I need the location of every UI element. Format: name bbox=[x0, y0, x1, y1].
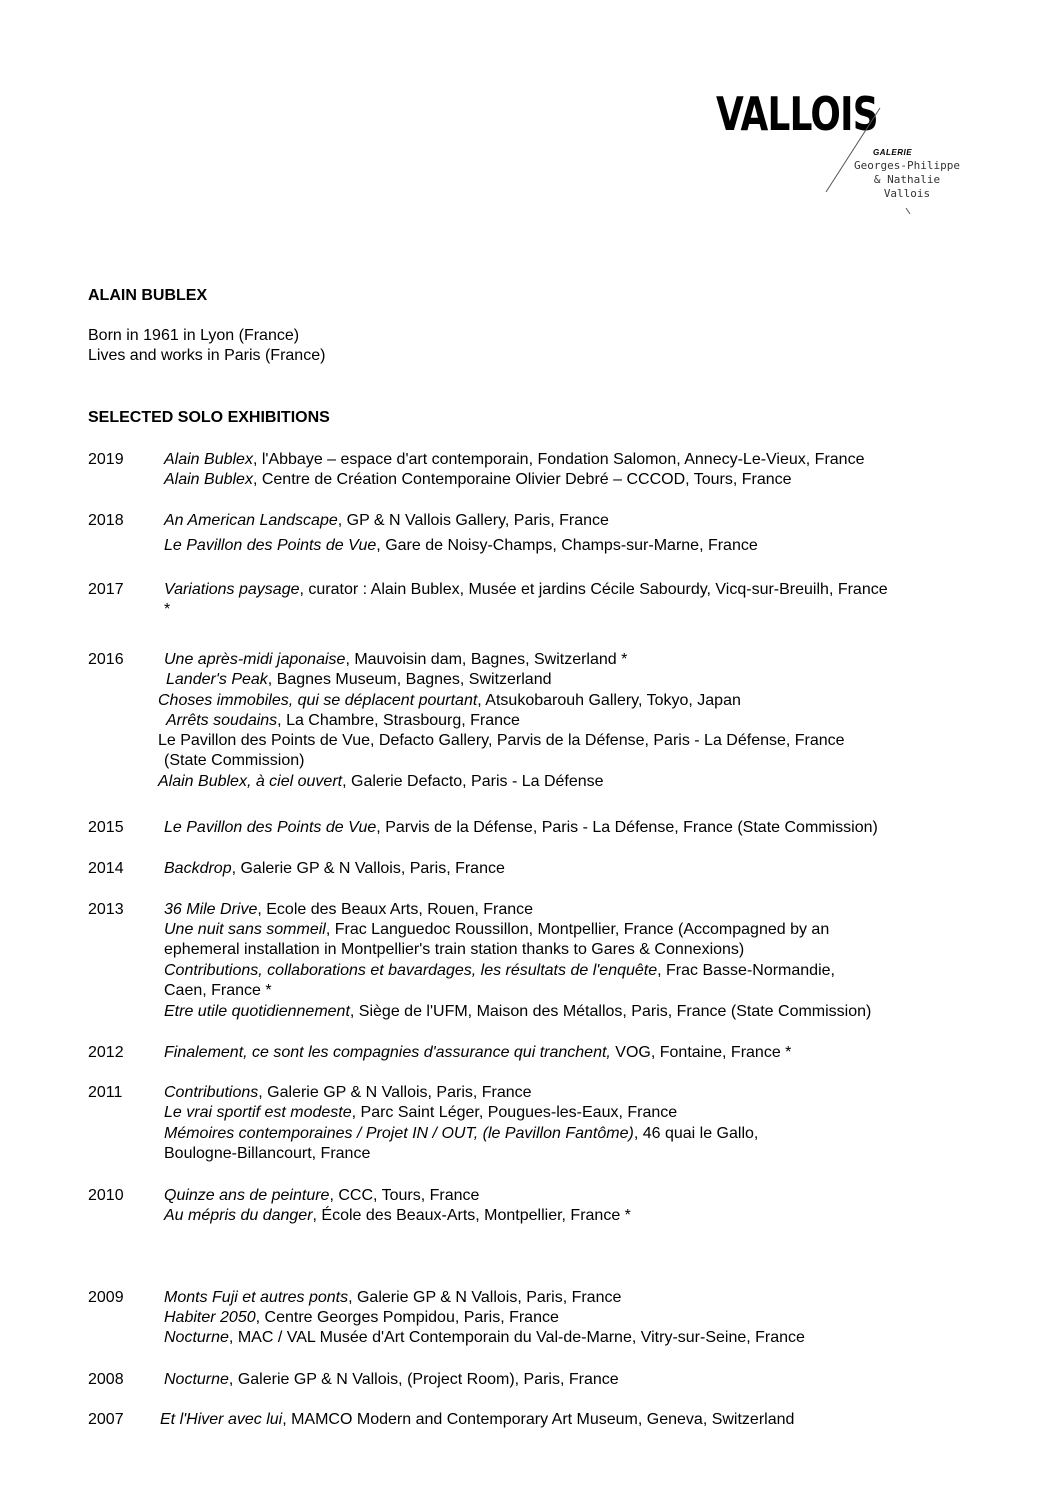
exhibition-details: , Centre Georges Pompidou, Paris, France bbox=[255, 1309, 559, 1326]
exhibition-details: ephemeral installation in Montpellier's train station thanks to Gares & Connexions) bbox=[164, 941, 745, 958]
bio-residence: Lives and works in Paris (France) bbox=[88, 347, 326, 364]
exhibition-title: Lander's Peak bbox=[166, 671, 268, 688]
exhibition-entry bbox=[166, 670, 552, 691]
exhibition-title: Alain Bublex bbox=[164, 451, 253, 468]
exhibition-entry bbox=[164, 1186, 479, 1207]
exhibition-entry bbox=[164, 1083, 532, 1104]
exhibition-entry bbox=[164, 1144, 370, 1165]
exhibition-title: Nocturne bbox=[164, 1371, 229, 1388]
exhibition-entry bbox=[158, 772, 604, 793]
exhibition-details: , GP & N Vallois Gallery, Paris, France bbox=[337, 512, 609, 529]
exhibition-details: VOG, Fontaine, France * bbox=[610, 1044, 792, 1061]
exhibition-details: , curator : Alain Bublex, Musée et jardins Cécile Sabourdy, Vicq-sur-Breuilh, France bbox=[299, 581, 888, 598]
exhibition-details: , MAMCO Modern and Contemporary Art Museum, Geneva, Switzerland bbox=[282, 1411, 795, 1428]
exhibition-entry bbox=[164, 1370, 619, 1391]
exhibition-title: Backdrop bbox=[164, 860, 232, 877]
exhibition-entry bbox=[164, 1288, 621, 1309]
exhibition-year: 2017 bbox=[88, 581, 124, 598]
exhibition-details: (State Commission) bbox=[164, 752, 305, 769]
exhibition-entry bbox=[164, 859, 505, 880]
artist-bio bbox=[88, 326, 325, 366]
exhibition-year: 2015 bbox=[88, 819, 124, 836]
exhibition-entry bbox=[164, 450, 864, 471]
exhibition-details: , Ecole des Beaux Arts, Rouen, France bbox=[257, 901, 534, 918]
exhibition-title: Au mépris du danger bbox=[164, 1207, 313, 1224]
exhibition-details: , l'Abbaye – espace d'art contemporain, Fondation Salomon, Annecy-Le-Vieux, France bbox=[252, 451, 865, 468]
exhibition-entry bbox=[164, 511, 609, 532]
exhibition-title: 36 Mile Drive bbox=[164, 901, 258, 918]
exhibition-details: , Frac Languedoc Roussillon, Montpellier, France (Accompagned by an bbox=[325, 921, 830, 938]
logo-name-line: Vallois bbox=[883, 187, 931, 200]
logo-name-line: & Nathalie bbox=[873, 173, 941, 186]
exhibition-details: , École des Beaux-Arts, Montpellier, France * bbox=[312, 1207, 631, 1224]
exhibition-title: Une nuit sans sommeil bbox=[164, 921, 326, 938]
logo-name-line: Georges-Philippe bbox=[854, 159, 960, 172]
exhibition-entry bbox=[158, 731, 845, 752]
exhibition-entry bbox=[164, 920, 829, 941]
exhibition-year: 2008 bbox=[88, 1371, 124, 1388]
exhibition-title: Variations paysage bbox=[164, 581, 300, 598]
exhibition-details: , Galerie GP & N Vallois, Paris, France bbox=[231, 860, 505, 877]
exhibition-details: * bbox=[164, 601, 171, 618]
exhibition-entry bbox=[164, 1308, 559, 1329]
exhibition-entry bbox=[164, 1002, 871, 1023]
exhibition-details: , Centre de Création Contemporaine Olivier Debré – CCCOD, Tours, France bbox=[252, 471, 792, 488]
exhibition-details: Caen, France * bbox=[164, 982, 272, 999]
exhibition-year: 2019 bbox=[88, 451, 124, 468]
exhibition-entry bbox=[160, 1410, 794, 1431]
exhibition-entry bbox=[164, 940, 744, 961]
exhibition-title: An American Landscape bbox=[164, 512, 338, 529]
exhibition-year: 2013 bbox=[88, 901, 124, 918]
exhibition-entry bbox=[164, 1103, 677, 1124]
exhibition-entry bbox=[164, 470, 792, 491]
exhibition-details: , MAC / VAL Musée d'Art Contemporain du Val-de-Marne, Vitry-sur-Seine, France bbox=[228, 1329, 805, 1346]
exhibition-year: 2012 bbox=[88, 1044, 124, 1061]
exhibition-title: Finalement, ce sont les compagnies d'assurance qui tranchent, bbox=[164, 1044, 611, 1061]
exhibition-details: , 46 quai le Gallo, bbox=[633, 1125, 759, 1142]
exhibition-title: Une après-midi japonaise bbox=[164, 651, 346, 668]
exhibition-entry bbox=[164, 580, 888, 601]
exhibition-details: Le Pavillon des Points de Vue, Defacto Gallery, Parvis de la Défense, Paris - La Défense, France bbox=[158, 732, 845, 749]
exhibition-title: Etre utile quotidiennement bbox=[164, 1003, 350, 1020]
exhibition-details: , Galerie GP & N Vallois, Paris, France bbox=[348, 1289, 622, 1306]
exhibition-entry bbox=[164, 818, 878, 839]
exhibition-year: 2016 bbox=[88, 651, 124, 668]
exhibition-title: Et l'Hiver avec lui bbox=[160, 1411, 283, 1428]
exhibition-details: , Siège de l'UFM, Maison des Métallos, Paris, France (State Commission) bbox=[349, 1003, 872, 1020]
exhibition-details: , Frac Basse-Normandie, bbox=[657, 962, 835, 979]
exhibition-entry bbox=[164, 650, 627, 671]
bio-birth: Born in 1961 in Lyon (France) bbox=[88, 327, 300, 344]
exhibition-details: , La Chambre, Strasbourg, France bbox=[277, 712, 520, 729]
logo-galerie-label: GALERIE bbox=[873, 148, 913, 157]
exhibition-title: Le vrai sportif est modeste bbox=[164, 1104, 352, 1121]
exhibition-entry bbox=[164, 981, 272, 1002]
exhibition-entry bbox=[164, 1328, 805, 1349]
exhibition-details: , Parc Saint Léger, Pougues-les-Eaux, France bbox=[351, 1104, 678, 1121]
exhibition-title: Le Pavillon des Points de Vue bbox=[164, 537, 377, 554]
exhibition-entry bbox=[166, 711, 520, 732]
exhibition-title: Contributions bbox=[164, 1084, 259, 1101]
exhibition-details: , Atsukobarouh Gallery, Tokyo, Japan bbox=[477, 692, 741, 709]
exhibition-title: Monts Fuji et autres ponts bbox=[164, 1289, 349, 1306]
exhibition-year: 2007 bbox=[88, 1411, 124, 1428]
exhibition-details: , Gare de Noisy-Champs, Champs-sur-Marne, France bbox=[376, 537, 758, 554]
logo-wordmark: VALLOIS bbox=[716, 87, 878, 141]
exhibition-year: 2009 bbox=[88, 1289, 124, 1306]
exhibition-details: , Galerie GP & N Vallois, Paris, France bbox=[258, 1084, 532, 1101]
exhibition-details: , Parvis de la Défense, Paris - La Défense, France (State Commission) bbox=[376, 819, 878, 836]
exhibition-entry bbox=[164, 751, 304, 772]
exhibition-details: , Galerie Defacto, Paris - La Défense bbox=[342, 773, 604, 790]
exhibition-entry bbox=[164, 961, 835, 982]
exhibition-entry bbox=[164, 1124, 758, 1145]
exhibition-details: , Bagnes Museum, Bagnes, Switzerland bbox=[267, 671, 552, 688]
exhibition-details: , Galerie GP & N Vallois, (Project Room), Paris, France bbox=[228, 1371, 619, 1388]
exhibition-details: , CCC, Tours, France bbox=[329, 1187, 480, 1204]
logo-names bbox=[852, 159, 962, 201]
exhibition-entry bbox=[164, 1206, 631, 1227]
exhibition-entry bbox=[164, 1043, 791, 1064]
exhibition-title: Alain Bublex bbox=[164, 471, 253, 488]
exhibition-title: Alain Bublex, à ciel ouvert bbox=[158, 773, 343, 790]
exhibition-title: Contributions, collaborations et bavardages, les résultats de l'enquête bbox=[164, 962, 658, 979]
exhibition-entry bbox=[164, 600, 170, 621]
exhibition-title: Le Pavillon des Points de Vue bbox=[164, 819, 377, 836]
exhibition-title: Habiter 2050 bbox=[164, 1309, 256, 1326]
exhibition-year: 2010 bbox=[88, 1187, 124, 1204]
exhibition-year: 2011 bbox=[88, 1084, 123, 1101]
exhibition-entry bbox=[164, 536, 758, 557]
exhibition-year: 2018 bbox=[88, 512, 124, 529]
section-title: SELECTED SOLO EXHIBITIONS bbox=[88, 409, 330, 426]
exhibition-title: Mémoires contemporaines / Projet IN / OUT, (le Pavillon Fantôme) bbox=[164, 1125, 634, 1142]
exhibition-title: Arrêts soudains bbox=[166, 712, 278, 729]
gallery-logo bbox=[716, 88, 976, 228]
exhibition-entry bbox=[158, 691, 741, 712]
exhibition-details: , Mauvoisin dam, Bagnes, Switzerland * bbox=[345, 651, 628, 668]
artist-name: ALAIN BUBLEX bbox=[88, 287, 208, 304]
exhibition-title: Quinze ans de peinture bbox=[164, 1187, 330, 1204]
exhibition-details: Boulogne-Billancourt, France bbox=[164, 1145, 371, 1162]
logo-diagonal-line bbox=[716, 88, 976, 228]
exhibition-year: 2014 bbox=[88, 860, 124, 877]
exhibition-entry bbox=[164, 900, 533, 921]
exhibition-title: Nocturne bbox=[164, 1329, 229, 1346]
exhibition-title: Choses immobiles, qui se déplacent pourtant bbox=[158, 692, 478, 709]
